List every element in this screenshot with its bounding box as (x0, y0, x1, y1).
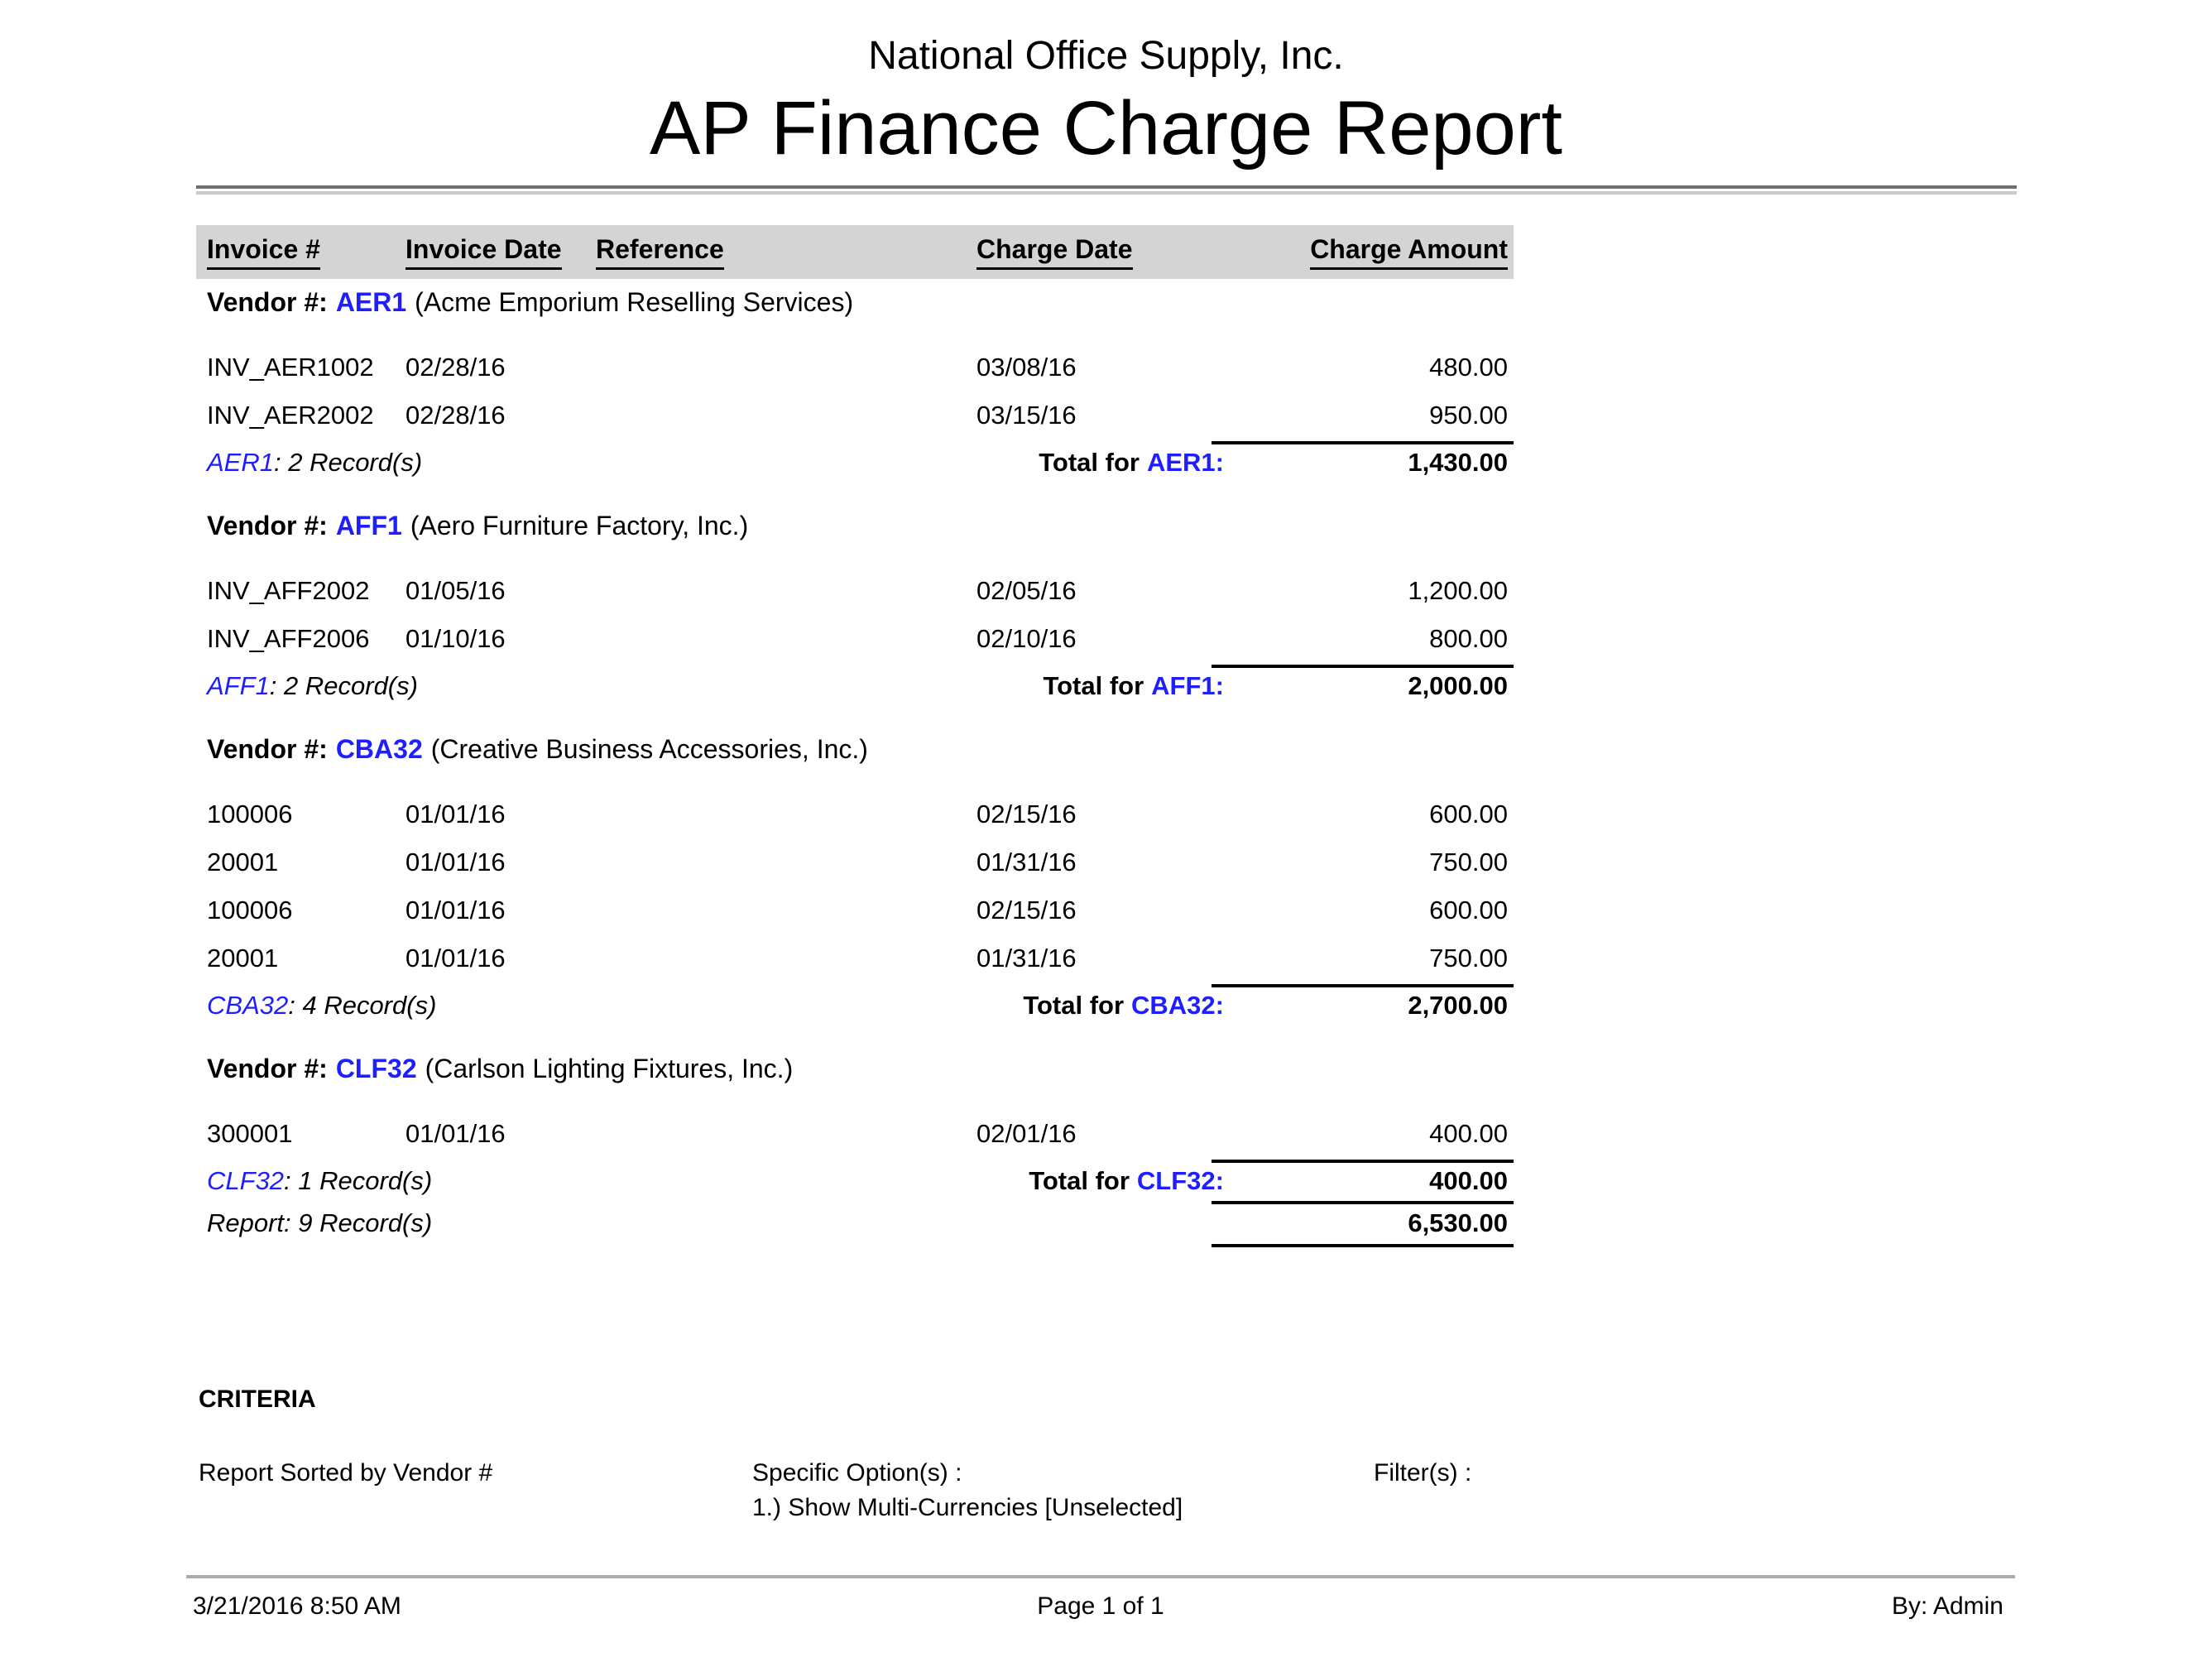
vendor-group (196, 287, 1514, 481)
specific-options-label: Specific Option(s) : (752, 1459, 962, 1486)
charge-amount-cell: 600.00 (1429, 896, 1508, 925)
vendor-prefix-label: Vendor #: (207, 511, 328, 540)
vendor-total-label: Total for AER1: (1039, 448, 1224, 477)
invoice-date-cell: 01/01/16 (405, 1119, 506, 1148)
vendor-record-count: CBA32: 4 Record(s) (207, 991, 437, 1020)
vendor-total-amount: 2,700.00 (1408, 991, 1508, 1020)
invoice-row (196, 886, 1514, 934)
vendor-number-link[interactable]: AER1 (335, 287, 407, 317)
vendor-record-count: AER1: 2 Record(s) (207, 448, 423, 477)
vendor-prefix-label: Vendor #: (207, 1054, 328, 1083)
criteria-section (199, 1386, 2019, 1527)
vendor-total-label: Total for AFF1: (1043, 671, 1224, 700)
charge-amount-cell: 800.00 (1429, 624, 1508, 653)
column-header-invoice-date: Invoice Date (405, 234, 596, 270)
charge-amount-cell: 950.00 (1429, 401, 1508, 430)
vendor-subtotal-row (196, 668, 1514, 704)
vendor-number-link[interactable]: AER1 (207, 448, 274, 477)
vendor-total-amount: 2,000.00 (1408, 671, 1508, 700)
footer-page-number: Page 1 of 1 (1037, 1592, 1164, 1620)
charge-date-cell: 01/31/16 (976, 848, 1077, 877)
company-name: National Office Supply, Inc. (868, 34, 1344, 78)
vendor-number-link[interactable]: AFF1: (1151, 671, 1224, 700)
invoice-number-cell: INV_AER2002 (207, 401, 374, 430)
specific-options-value: 1.) Show Multi-Currencies [Unselected] (752, 1494, 1183, 1521)
vendor-record-count: AFF1: 2 Record(s) (207, 671, 418, 700)
charge-date-cell: 03/15/16 (976, 401, 1077, 430)
title-divider-rule (196, 185, 2017, 195)
criteria-row (199, 1494, 2019, 1527)
invoice-number-cell: 100006 (207, 800, 293, 828)
vendor-number-link[interactable]: CLF32: (1136, 1166, 1224, 1195)
footer-datetime: 3/21/2016 8:50 AM (193, 1592, 401, 1620)
charge-amount-cell: 750.00 (1429, 944, 1508, 973)
invoice-row (196, 790, 1514, 838)
invoice-date-cell: 01/01/16 (405, 896, 506, 925)
vendor-name: (Creative Business Accessories, Inc.) (430, 734, 868, 764)
column-header-charge-amount: Charge Amount (1193, 234, 1508, 270)
charge-date-cell: 02/01/16 (976, 1119, 1077, 1148)
invoice-number-cell: INV_AFF2002 (207, 576, 370, 605)
column-header-reference: Reference (596, 234, 976, 270)
invoice-row (196, 934, 1514, 982)
vendor-subtotal-row (196, 987, 1514, 1024)
vendor-heading (207, 287, 1514, 315)
invoice-row (196, 838, 1514, 886)
charge-amount-cell: 400.00 (1429, 1119, 1508, 1148)
vendor-subtotal-row (196, 444, 1514, 481)
vendor-total-label: Total for CLF32: (1029, 1166, 1224, 1195)
vendor-subtotal-row (196, 1163, 1514, 1199)
invoice-number-cell: INV_AFF2006 (207, 624, 370, 653)
invoice-row (196, 567, 1514, 615)
criteria-sorted-by: Report Sorted by Vendor # (199, 1459, 493, 1486)
vendor-name: (Carlson Lighting Fixtures, Inc.) (425, 1054, 794, 1083)
invoice-number-cell: 100006 (207, 896, 293, 925)
invoice-date-cell: 02/28/16 (405, 353, 506, 382)
report-total-row (196, 1204, 1514, 1242)
charge-date-cell: 02/15/16 (976, 896, 1077, 925)
vendor-group (196, 511, 1514, 704)
report-record-count: Report: 9 Record(s) (207, 1208, 433, 1237)
vendor-heading (207, 734, 1514, 762)
vendor-name: (Aero Furniture Factory, Inc.) (410, 511, 749, 540)
charge-amount-cell: 480.00 (1429, 353, 1508, 382)
vendor-name: (Acme Emporium Reselling Services) (415, 287, 854, 317)
column-header-invoice-number: Invoice # (207, 234, 405, 270)
invoice-number-cell: 20001 (207, 848, 279, 877)
vendor-number-link[interactable]: CLF32 (207, 1166, 285, 1195)
invoice-number-cell: INV_AER1002 (207, 353, 374, 382)
vendor-number-link[interactable]: CBA32: (1131, 991, 1224, 1020)
vendor-number-link[interactable]: AFF1 (335, 511, 402, 540)
invoice-row (196, 343, 1514, 391)
invoice-row (196, 615, 1514, 663)
column-header-charge-date: Charge Date (976, 234, 1193, 270)
invoice-number-cell: 300001 (207, 1119, 293, 1148)
charge-amount-cell: 750.00 (1429, 848, 1508, 877)
vendor-prefix-label: Vendor #: (207, 734, 328, 764)
vendor-number-link[interactable]: AFF1 (207, 671, 270, 700)
invoice-date-cell: 02/28/16 (405, 401, 506, 430)
vendor-group (196, 734, 1514, 1024)
invoice-date-cell: 01/01/16 (405, 944, 506, 973)
charge-date-cell: 02/10/16 (976, 624, 1077, 653)
finance-charge-table (196, 225, 1514, 1247)
invoice-date-cell: 01/10/16 (405, 624, 506, 653)
invoice-number-cell: 20001 (207, 944, 279, 973)
vendor-number-link[interactable]: CBA32 (335, 734, 423, 764)
criteria-heading: CRITERIA (199, 1386, 316, 1413)
charge-date-cell: 01/31/16 (976, 944, 1077, 973)
invoice-date-cell: 01/01/16 (405, 800, 506, 828)
vendor-total-amount: 400.00 (1429, 1166, 1508, 1195)
vendor-number-link[interactable]: CLF32 (335, 1054, 417, 1083)
charge-amount-cell: 1,200.00 (1408, 576, 1508, 605)
criteria-row (199, 1459, 2019, 1492)
vendor-number-link[interactable]: AER1: (1146, 448, 1224, 477)
report-title: AP Finance Charge Report (650, 86, 1562, 171)
vendor-prefix-label: Vendor #: (207, 287, 328, 317)
invoice-date-cell: 01/05/16 (405, 576, 506, 605)
vendor-group (196, 1054, 1514, 1199)
charge-date-cell: 03/08/16 (976, 353, 1077, 382)
vendor-total-amount: 1,430.00 (1408, 448, 1508, 477)
vendor-heading (207, 1054, 1514, 1082)
filters-label: Filter(s) : (1374, 1459, 1472, 1486)
invoice-date-cell: 01/01/16 (405, 848, 506, 877)
report-footer (186, 1592, 2015, 1626)
table-header-row (196, 225, 1514, 279)
report-total-rule-bottom (1212, 1244, 1514, 1247)
vendor-heading (207, 511, 1514, 539)
vendor-record-count: CLF32: 1 Record(s) (207, 1166, 433, 1195)
charge-date-cell: 02/15/16 (976, 800, 1077, 828)
footer-generated-by: By: Admin (1891, 1592, 2003, 1620)
invoice-row (196, 391, 1514, 439)
footer-divider-rule (186, 1575, 2015, 1578)
invoice-row (196, 1110, 1514, 1158)
vendor-number-link[interactable]: CBA32 (207, 991, 289, 1020)
charge-amount-cell: 600.00 (1429, 800, 1508, 828)
charge-date-cell: 02/05/16 (976, 576, 1077, 605)
report-total-amount: 6,530.00 (1408, 1208, 1508, 1237)
vendor-total-label: Total for CBA32: (1023, 991, 1224, 1020)
